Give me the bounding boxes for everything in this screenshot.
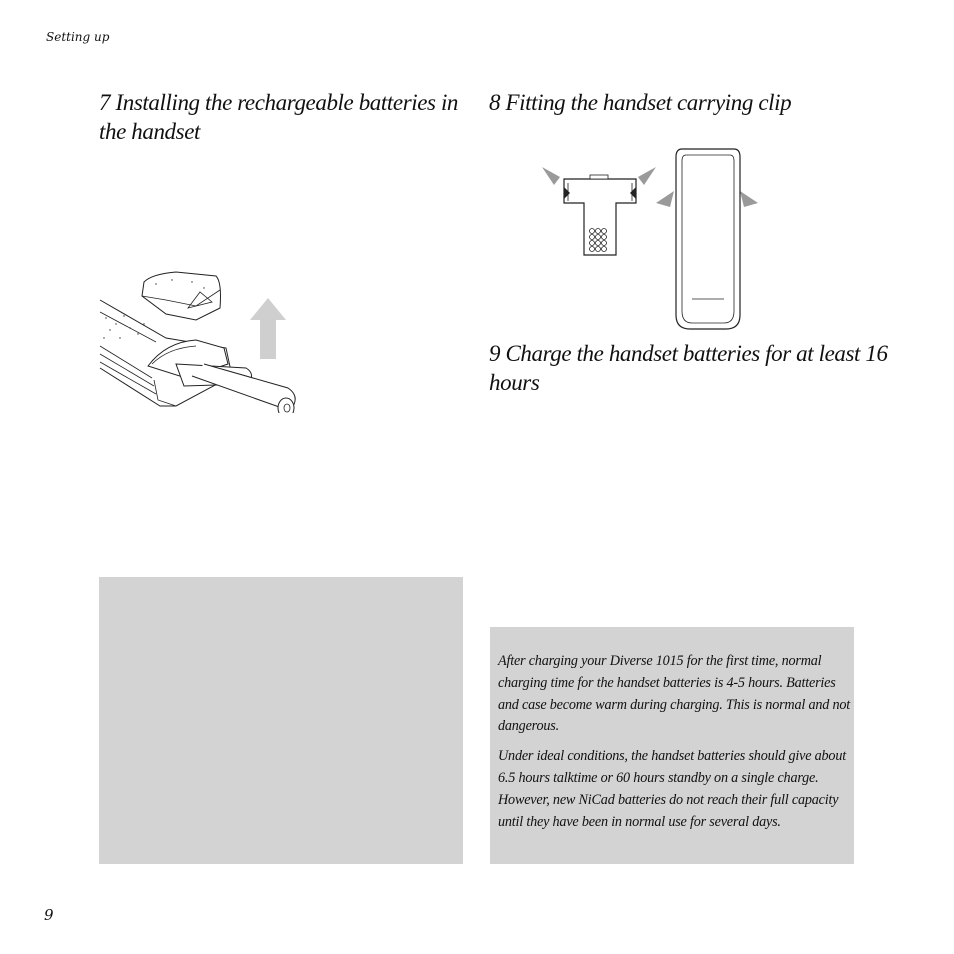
- belt-clip-illustration: [540, 145, 770, 335]
- up-arrow-icon: [250, 298, 286, 359]
- section-8-title: Fitting the handset carrying clip: [505, 90, 792, 115]
- charging-note-paragraph-1: After charging your Diverse 1015 for the first time, normal charging time for the handset batteries is 4-5 hours. Batteries and case become warm during charging. This is normal and not dangerous.: [498, 653, 851, 735]
- press-arrow-left-icon: [542, 167, 560, 185]
- handset-back-icon: [676, 149, 740, 329]
- running-head: Setting up: [46, 30, 110, 44]
- section-8-number: 8: [489, 90, 501, 115]
- belt-clip-icon: [564, 179, 636, 255]
- battery-cover-icon: [142, 272, 221, 320]
- press-arrow-right-icon: [638, 167, 656, 185]
- note-box-left: [99, 577, 463, 864]
- slide-arrow-left-icon: [656, 191, 674, 207]
- section-7-number: 7: [99, 90, 111, 115]
- section-7-heading: [99, 88, 459, 146]
- battery-install-illustration: [96, 268, 316, 413]
- charging-note-paragraph-2: Under ideal conditions, the handset batteries should give about 6.5 hours talktime or 60 hours standby on a single charge. However, new NiCad batteries do not reach their full capacity until they have been in normal use for several days.: [498, 748, 846, 830]
- charging-note: [498, 651, 850, 841]
- section-9-heading: [489, 339, 889, 397]
- section-8-heading: [489, 88, 909, 117]
- section-7-title: Installing the rechargeable batteries in the handset: [99, 90, 459, 144]
- section-9-title: Charge the handset batteries for at least 16 hours: [489, 341, 888, 395]
- section-9-number: 9: [489, 341, 501, 366]
- slide-arrow-right-icon: [740, 191, 758, 207]
- page-number: 9: [44, 906, 54, 924]
